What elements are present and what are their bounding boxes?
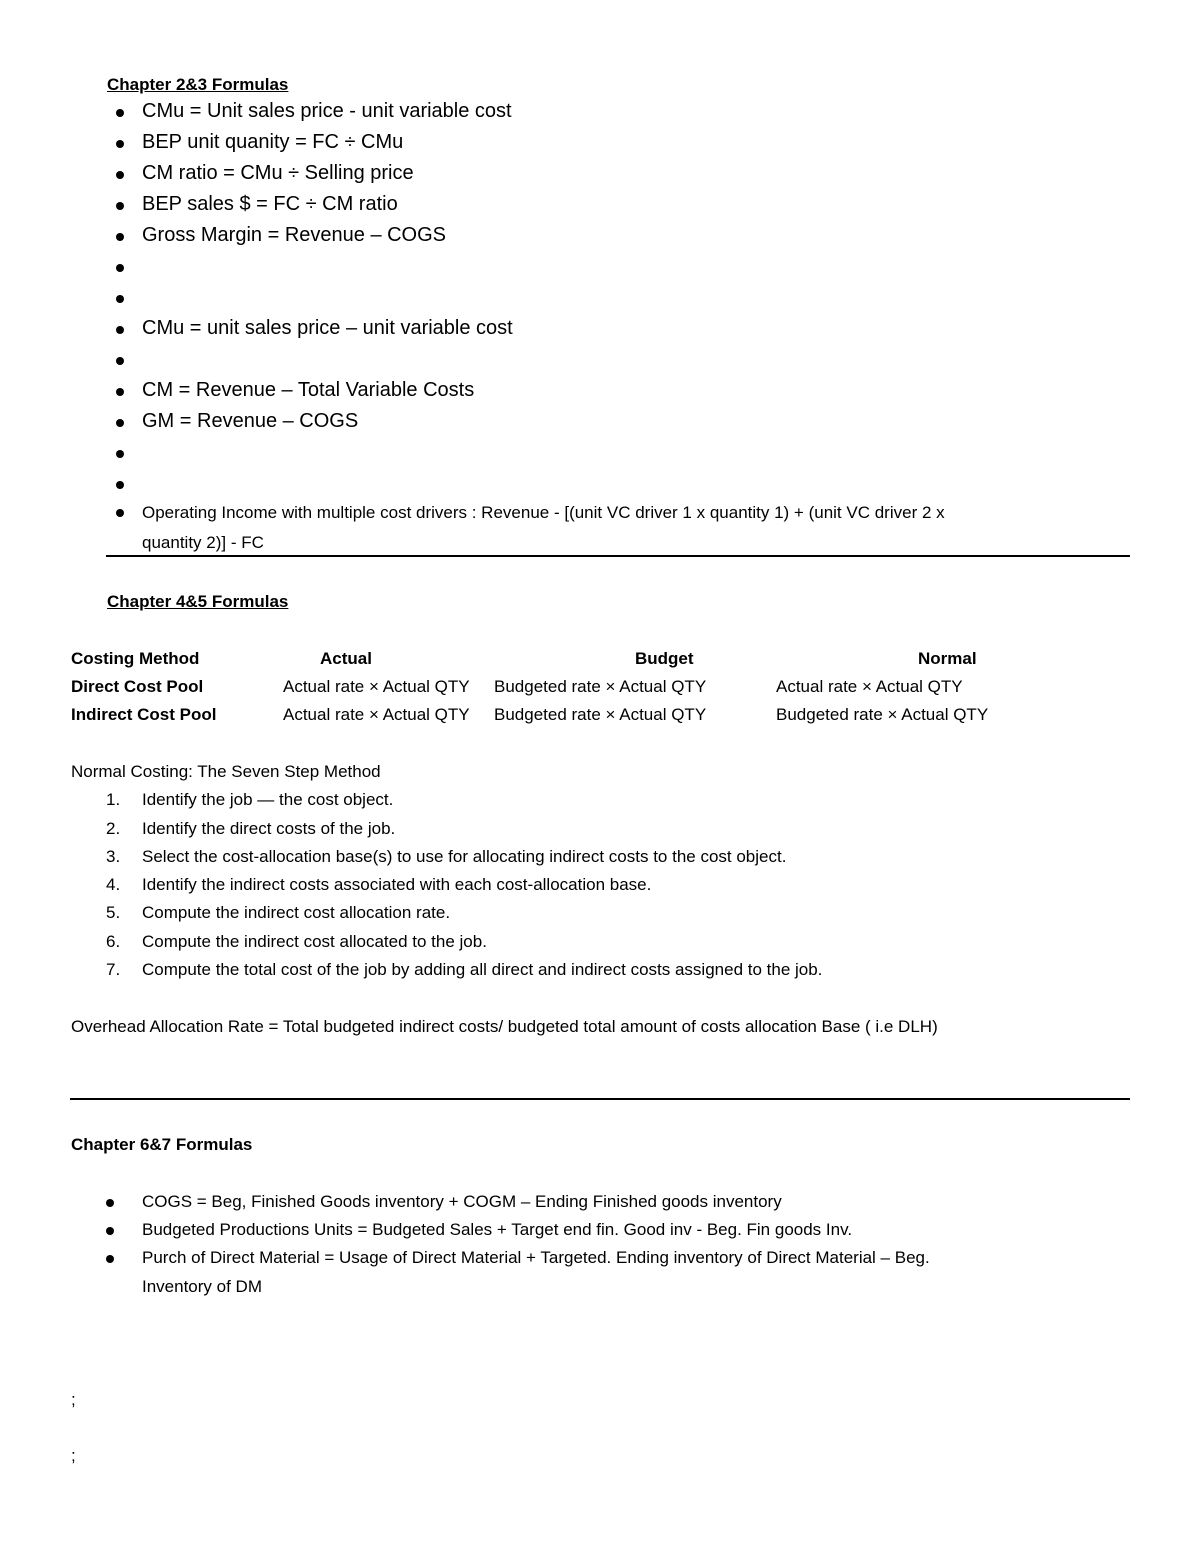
list-item: Identify the indirect costs associated with each cost-allocation base. xyxy=(142,875,652,894)
bullet-icon xyxy=(116,202,124,210)
list-item: Select the cost-allocation base(s) to use for allocating indirect costs to the cost object. xyxy=(142,847,787,866)
step-number: 4. xyxy=(106,875,121,894)
overhead-allocation-formula: Overhead Allocation Rate = Total budgeted indirect costs/ budgeted total amount of costs allocation Base ( i.e DLH) xyxy=(71,1017,938,1036)
list-item: Compute the indirect cost allocation rate. xyxy=(142,903,451,922)
bullet-icon xyxy=(116,450,124,458)
list-item: CM ratio = CMu ÷ Selling price xyxy=(142,162,414,184)
list-item: Purch of Direct Material = Usage of Direct Material + Targeted. Ending inventory of Direct Material – Beg. xyxy=(142,1248,930,1267)
step-number: 7. xyxy=(106,960,121,979)
list-item-continuation: quantity 2)] - FC xyxy=(142,533,264,552)
bullet-icon xyxy=(116,326,124,334)
list-item: Identify the direct costs of the job. xyxy=(142,819,396,838)
list-item: CMu = unit sales price – unit variable cost xyxy=(142,317,513,339)
table-header-budget: Budget xyxy=(635,649,694,668)
bullet-icon xyxy=(116,140,124,148)
list-item: Compute the indirect cost allocated to the job. xyxy=(142,932,487,951)
list-item: Identify the job — the cost object. xyxy=(142,790,394,809)
bullet-icon xyxy=(116,388,124,396)
list-item: Gross Margin = Revenue – COGS xyxy=(142,224,447,246)
step-number: 6. xyxy=(106,932,121,951)
table-header-actual: Actual xyxy=(320,649,372,668)
step-number: 2. xyxy=(106,819,121,838)
table-cell: Actual rate × Actual QTY xyxy=(283,705,470,724)
bullet-icon xyxy=(116,295,124,303)
step-number: 1. xyxy=(106,790,121,809)
bullet-icon xyxy=(116,171,124,179)
bullet-icon xyxy=(116,264,124,272)
list-item: Budgeted Productions Units = Budgeted Sales + Target end fin. Good inv - Beg. Fin goods Inv. xyxy=(142,1220,853,1239)
bullet-icon xyxy=(116,233,124,241)
bullet-icon xyxy=(106,1199,114,1207)
list-item: CM = Revenue – Total Variable Costs xyxy=(142,379,475,401)
step-number: 5. xyxy=(106,903,121,922)
bullet-icon xyxy=(116,109,124,117)
list-item: BEP unit quanity = FC ÷ CMu xyxy=(142,131,404,153)
list-item: Operating Income with multiple cost drivers : Revenue - [(unit VC driver 1 x quantity 1) + (unit VC driver 2 x xyxy=(142,503,945,522)
section-divider xyxy=(106,555,1130,557)
table-cell: Budgeted rate × Actual QTY xyxy=(494,705,707,724)
bullet-icon xyxy=(116,509,124,517)
table-cell: Budgeted rate × Actual QTY xyxy=(776,705,989,724)
table-cell: Actual rate × Actual QTY xyxy=(776,677,963,696)
bullet-icon xyxy=(116,481,124,489)
bullet-icon xyxy=(106,1255,114,1263)
list-item: CMu = Unit sales price - unit variable cost xyxy=(142,100,512,122)
footer-mark: ; xyxy=(71,1446,76,1465)
footer-mark: ; xyxy=(71,1390,76,1409)
step-number: 3. xyxy=(106,847,121,866)
table-header-costing-method: Costing Method xyxy=(71,649,200,668)
list-item: COGS = Beg, Finished Goods inventory + COGM – Ending Finished goods inventory xyxy=(142,1192,782,1211)
chapter-6-7-heading: Chapter 6&7 Formulas xyxy=(71,1135,253,1154)
bullet-icon xyxy=(116,357,124,365)
bullet-icon xyxy=(106,1227,114,1235)
bullet-icon xyxy=(116,419,124,427)
table-cell: Actual rate × Actual QTY xyxy=(283,677,470,696)
list-item: GM = Revenue – COGS xyxy=(142,410,359,432)
list-item-continuation: Inventory of DM xyxy=(142,1277,262,1296)
chapter-4-5-heading: Chapter 4&5 Formulas xyxy=(107,592,289,611)
seven-step-title: Normal Costing: The Seven Step Method xyxy=(71,762,381,781)
table-row-label: Direct Cost Pool xyxy=(71,677,204,696)
section-divider xyxy=(70,1098,1130,1100)
table-cell: Budgeted rate × Actual QTY xyxy=(494,677,707,696)
table-row-label: Indirect Cost Pool xyxy=(71,705,217,724)
table-header-normal: Normal xyxy=(918,649,977,668)
list-item: Compute the total cost of the job by adding all direct and indirect costs assigned to the job. xyxy=(142,960,823,979)
chapter-2-3-heading: Chapter 2&3 Formulas xyxy=(107,75,289,94)
list-item: BEP sales $ = FC ÷ CM ratio xyxy=(142,193,398,215)
